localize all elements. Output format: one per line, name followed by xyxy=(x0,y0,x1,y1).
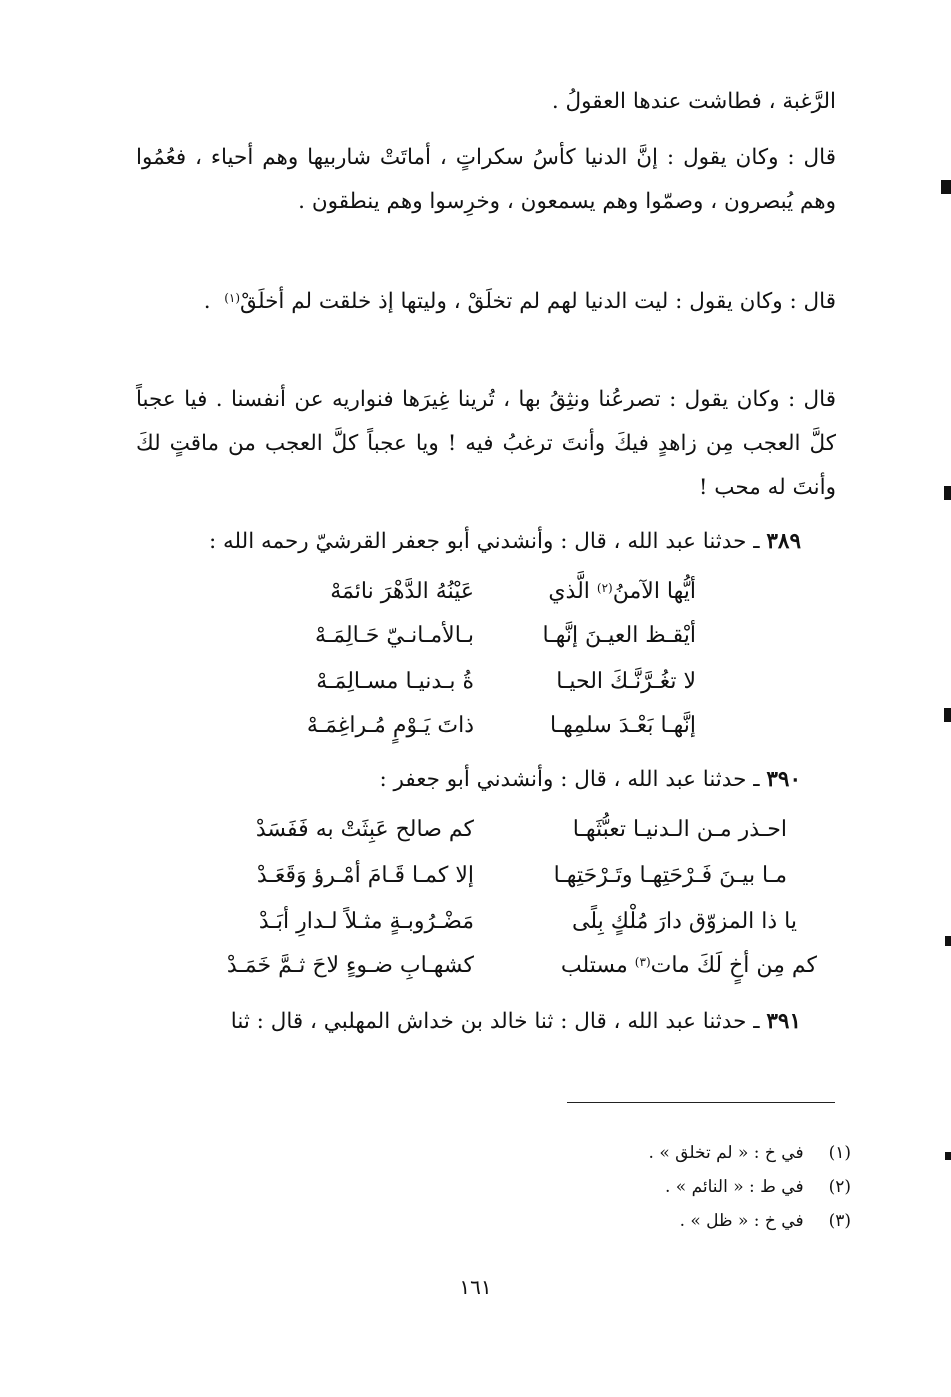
verse-390-4-second: كشهـابِ ضـوءٍ لاحَ ثـمَّ خَمَـدْ xyxy=(226,953,474,978)
section-389-number: ٣٨٩ xyxy=(766,529,801,554)
scan-edge-mark xyxy=(944,486,951,500)
verse-390-4-first: كم مِن أخٍ لَكَ مات$^{(٣)}$ مستلب xyxy=(560,953,817,978)
verse-389-3-first: لا تغُـرَّنَّـكَ الحيـا xyxy=(556,669,696,694)
section-391-heading xyxy=(231,1002,801,1042)
section-389-text: ـ حدثنا عبد الله ، قال : وأنشدني أبو جعفر القرشيّ رحمه الله : xyxy=(208,529,760,554)
scan-edge-mark xyxy=(945,1152,951,1160)
footnote-ref-3: (٣) xyxy=(634,955,651,969)
footnote-1-text: في خ : « لم تخلق » . xyxy=(648,1143,804,1163)
scan-edge-mark xyxy=(945,936,951,946)
verse-390-3-first: يا ذا المزوّق دارَ مُلْكٍ بِلًى xyxy=(572,909,797,934)
section-391-text: ـ حدثنا عبد الله ، قال : ثنا خالد بن خداش المهلبي ، قال : ثنا xyxy=(230,1009,760,1034)
verse-390-2-first: مـا بيـنَ فَـرْحَتِهـا وتَـرْحَتِهـا xyxy=(553,863,787,888)
paragraph-2: قال : وكان يقول : إنَّ الدنيا كأسُ سكراتٍ ، أماتَتْ شاربيها وهم أحياء ، فعُمُوا وهم يُبصرون ، وصمّوا وهم يسمعون ، وخرِسوا وهم ينطقون . xyxy=(136,145,836,214)
paragraph-3-end: . xyxy=(203,289,211,314)
verse-389-2-second: بـالأمـانـيّ حَـالِمَـهْ xyxy=(314,623,474,648)
footnote-3 xyxy=(680,1206,851,1236)
section-389-heading xyxy=(209,522,801,562)
footnote-1-number: (١) xyxy=(828,1143,851,1163)
scan-edge-mark xyxy=(941,180,951,194)
footnote-3-text: في خ : « ظل » . xyxy=(679,1211,804,1231)
verse-389-1-first: أيُّها الآمنُ$^{(٢)}$ الَّذي xyxy=(548,579,696,604)
footnote-2-number: (٢) xyxy=(828,1177,851,1197)
verse-390-3-second: مَضْـرُوبـةٍ مثـلاً لـدارِ أبَـدْ xyxy=(258,909,474,934)
paragraph-4: قال : وكان يقول : تصرعُنا ونثِقُ بها ، تُرينا غِيرَها فنواريه عن أنفسنا . فيا عجباً كلَّ العجب مِن زاهدٍ فيكَ وأنتَ ترغبُ فيه ! ويا عجباً كلَّ العجب من ماقتٍ لكَ وأنتَ له محب ! xyxy=(136,387,836,500)
verse-390-1-first: احـذر مـن الـدنيـا تعبُّثَهـا xyxy=(572,817,787,842)
section-390-text: ـ حدثنا عبد الله ، قال : وأنشدني أبو جعفر : xyxy=(379,767,760,792)
footnote-3-number: (٣) xyxy=(828,1211,851,1231)
footnote-1 xyxy=(649,1138,851,1168)
footnote-ref-1: (١) xyxy=(224,291,241,305)
verse-389-4-first: إنَّهـا بَعْـدَ سلمِهـا xyxy=(550,713,696,738)
verse-389-1-second: عَيْنُهُ الدَّهْرَ نائمَهْ xyxy=(330,579,474,604)
paragraph-3 xyxy=(136,280,836,324)
verse-390-2-second: إلا كمـا قَـامَ أمْـرؤ وَقَعَـدْ xyxy=(256,863,474,888)
verse-390-1-second: كم صالح عَبِثَتْ به فَفَسَدْ xyxy=(255,817,474,842)
footnote-2 xyxy=(665,1172,851,1202)
paragraph-3-text: قال : وكان يقول : ليت الدنيا لهم لم تخلَقْ ، وليتها إذ خلقت لم أخلَقْ xyxy=(240,289,836,314)
footnote-ref-2: (٢) xyxy=(596,581,613,595)
verse-389-2-first: أيْقـظ العيـنَ إنَّهـا xyxy=(542,623,696,648)
paragraph-1: الرَّغبة ، فطاشت عندها العقولُ . xyxy=(551,89,836,114)
verse-389-4-second: ذاتَ يَـوْمٍ مُـراغِمَـهْ xyxy=(306,713,474,738)
page-number: ١٦١ xyxy=(459,1275,492,1299)
section-390-heading xyxy=(379,760,801,800)
scan-edge-mark xyxy=(944,708,951,722)
section-391-number: ٣٩١ xyxy=(766,1009,801,1034)
verse-389-3-second: ةُ بـدنيـا مسـالِمَـهْ xyxy=(316,669,474,694)
footnote-2-text: في ط : « النائم » . xyxy=(664,1177,804,1197)
footnote-separator xyxy=(567,1102,835,1103)
section-390-number: ٣٩٠ xyxy=(766,767,801,792)
